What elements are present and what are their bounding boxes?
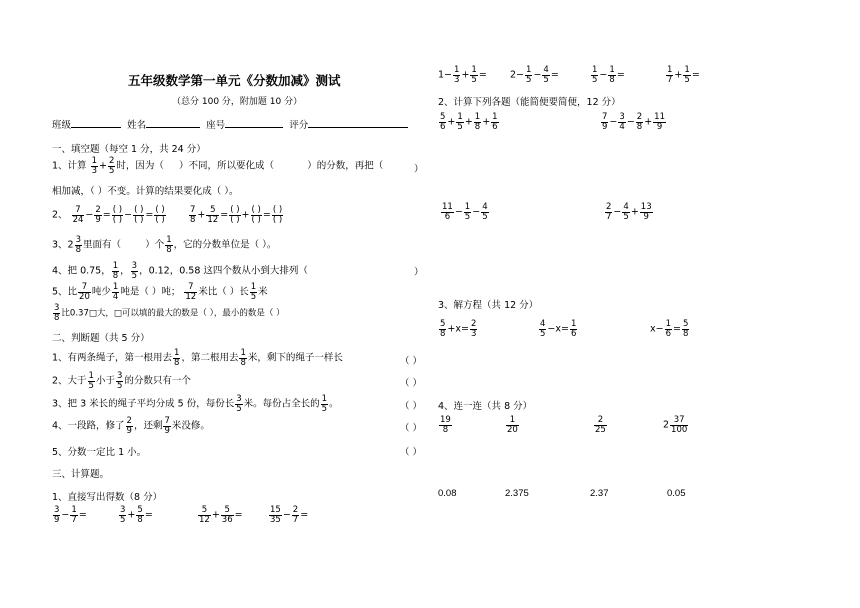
section1-heading: 一、填空题（每空 1 分，共 24 分） (52, 144, 206, 155)
judge-paren-4[interactable]: （ ） (400, 423, 423, 434)
connect-frac-3[interactable]: $\frac{2}{25}$ (595, 415, 606, 435)
fraction: $\frac{3}{8}$ (54, 303, 60, 323)
section2-heading: 二、判断题（共 5 分） (52, 333, 150, 344)
q6-line: $\frac{3}{8}$ 比0.37□大，□可以填的最大的数是（ ），最小的数是（ ） (54, 303, 285, 323)
field-score-blank[interactable] (308, 127, 408, 128)
fraction: $\frac{1}{3}$ (91, 156, 97, 176)
connect-frac-1[interactable]: $\frac{19}{8}$ (440, 415, 451, 435)
fraction: $\frac{3}{8}$ (75, 235, 82, 255)
judge-item-4: 4、一段路，修了 $\frac{2}{9}$ ，还剩 $\frac{7}{9}$ 米没修。 (52, 416, 210, 436)
direct-calc-8: $\frac{1}{7}$ + $\frac{1}{5}$ = (667, 65, 700, 85)
judge-item-2: 2、大于 $\frac{1}{5}$ 小于 $\frac{3}{5}$ 的分数只有一个 (52, 371, 191, 391)
q1-text-a: 1、计算 (52, 160, 87, 172)
judge-item-5: 5、分数一定比 1 小。 (52, 447, 147, 458)
field-score-label: 评分 (289, 120, 309, 131)
calc-expr-3: $\frac{11}{6}$ − $\frac{1}{5}$ − $\frac{4}{5}$ (442, 202, 488, 222)
plus-sign: + (99, 160, 107, 172)
fraction: $\frac{1}{5}$ (250, 282, 257, 302)
field-name-blank[interactable] (146, 127, 200, 128)
q3-line: 3、2 $\frac{3}{8}$ 里面有（ ）个 $\frac{1}{8}$ ，它的分数单位是（ ）。 (52, 235, 277, 255)
q3-label: 3、 (52, 239, 68, 251)
page-title: 五年级数学第一单元《分数加减》测试 (128, 73, 341, 88)
judge-paren-5[interactable]: （ ） (400, 447, 423, 458)
connect-frac-2[interactable]: $\frac{1}{20}$ (507, 415, 518, 435)
calc-sub3-heading: 3、解方程（共 12 分） (438, 300, 539, 311)
connect-decimal-4[interactable]: 0.05 (667, 488, 686, 499)
connect-frac-4[interactable]: 2 $\frac{37}{100}$ (663, 415, 688, 435)
q1-text-b: 时，因为（ (116, 160, 164, 172)
field-seat-blank[interactable] (225, 127, 283, 128)
judge-item-1: 1、有两条绳子，第一根用去 $\frac{1}{8}$ ，第二根用去 $\frac{1}{8}$ 米，剩下的绳子一样长 (52, 348, 343, 368)
direct-calc-1: $\frac{3}{9}$ − $\frac{1}{7}$ = (54, 505, 87, 525)
info-fields (52, 117, 408, 131)
fraction: $\frac{1}{8}$ (112, 261, 119, 281)
judge-item-3: 3、把 3 米长的绳子平均分成 5 份，每份长 $\frac{3}{5}$ 米。每份占全长的 $\frac{1}{5}$ 。 (52, 394, 339, 414)
q1-text-d: ）的分数，再把（ (307, 160, 384, 172)
q1-close-paren: ） (414, 164, 424, 175)
fraction: $\frac{7}{20}$ (79, 282, 90, 302)
fraction: $\frac{2}{5}$ (108, 156, 115, 176)
calc-sub2-heading: 2、计算下列各题（能简便要简便，12 分） (438, 97, 621, 108)
fraction: $\frac{7}{8}$ (190, 205, 196, 225)
q2-label: 2、 (52, 209, 68, 221)
q5-line: 5、比 $\frac{7}{20}$ 吨少 $\frac{1}{4}$ 吨是（ ）吨； $\frac{7}{12}$ 米比（ ）长 $\frac{1}{5}$ 米 (52, 282, 268, 302)
direct-calc-4: $\frac{15}{35}$ − $\frac{2}{7}$ = (270, 505, 309, 525)
equation-2: $\frac{4}{5}$ −x= $\frac{1}{6}$ (540, 319, 577, 339)
direct-calc-2: $\frac{3}{5}$ + $\frac{5}{8}$ = (120, 505, 153, 525)
calc-sub4-heading: 4、连一连（共 8 分） (438, 401, 533, 412)
fraction: $\frac{3}{5}$ (131, 261, 138, 281)
calc-sub1-heading: 1、直接写出得数（8 分） (52, 492, 163, 503)
fraction: $\frac{2}{9}$ (95, 205, 101, 225)
fraction: $\frac{1}{4}$ (112, 282, 119, 302)
field-class-blank[interactable] (71, 127, 121, 128)
blank-fraction[interactable]: $\frac{( )}{( )}$ (134, 205, 144, 225)
connect-decimal-2[interactable]: 2.375 (505, 488, 529, 499)
direct-calc-3: $\frac{5}{12}$ + $\frac{5}{36}$ = (199, 505, 243, 525)
equation-3: x− $\frac{1}{6}$ = $\frac{5}{8}$ (650, 319, 689, 339)
calc-expr-4: $\frac{2}{7}$ − $\frac{4}{5}$ + $\frac{13}{9}$ (606, 202, 652, 222)
q1-line1 (52, 157, 383, 175)
equation-1: $\frac{5}{8}$ +x= $\frac{2}{3}$ (440, 319, 477, 339)
q2-line: 2、 $\frac{7}{24}$ − $\frac{2}{9}$ = $\frac{( )}{( )}$ − $\frac{( )}{( )}$ = $\frac{( )}{( )}$ (52, 205, 165, 225)
blank-fraction[interactable]: $\frac{( )}{( )}$ (112, 205, 123, 225)
field-seat-label: 座号 (206, 120, 226, 131)
blank-fraction[interactable]: $\frac{( )}{( )}$ (230, 205, 240, 225)
field-name-label: 姓名 (127, 120, 147, 131)
blank-fraction[interactable]: $\frac{( )}{( )}$ (272, 205, 283, 225)
q4-close-paren: ） (414, 267, 424, 278)
judge-paren-3[interactable]: （ ） (400, 401, 423, 412)
q2-line-b: $\frac{7}{8}$ + $\frac{5}{12}$ = $\frac{( )}{( )}$ + $\frac{( )}{( )}$ = $\frac{( )}{( )}$ (190, 205, 283, 225)
fraction: $\frac{7}{12}$ (185, 282, 197, 302)
connect-decimal-1[interactable]: 0.08 (438, 488, 457, 499)
connect-decimal-3[interactable]: 2.37 (590, 488, 609, 499)
q1-text-c: ）不同，所以要化成（ (179, 160, 275, 172)
section3-heading: 三、计算题。 (52, 469, 110, 480)
fraction: $\frac{1}{8}$ (166, 235, 172, 255)
judge-paren-1[interactable]: （ ） (400, 356, 423, 367)
fraction: $\frac{5}{12}$ (207, 205, 219, 225)
judge-paren-2[interactable]: （ ） (400, 378, 423, 389)
blank-fraction[interactable]: $\frac{( )}{( )}$ (155, 205, 165, 225)
direct-calc-7: $\frac{1}{5}$ − $\frac{1}{8}$ = (592, 65, 625, 85)
fraction: $\frac{7}{24}$ (72, 205, 84, 225)
q1-line2: 相加减，（ ）不变。计算的结果要化成（ ）。 (52, 186, 239, 197)
calc-expr-1: $\frac{5}{6}$ + $\frac{1}{5}$ + $\frac{1}{8}$ + $\frac{1}{6}$ (440, 112, 498, 132)
direct-calc-5: 1− $\frac{1}{3}$ + $\frac{1}{5}$ = (438, 65, 487, 85)
blank-fraction[interactable]: $\frac{( )}{( )}$ (251, 205, 261, 225)
page-subtitle: （总分 100 分，附加题 10 分） (172, 97, 303, 107)
calc-expr-2: $\frac{7}{9}$ − $\frac{3}{4}$ − $\frac{2}{8}$ + $\frac{11}{9}$ (602, 112, 665, 132)
q4-line: 4、把 0.75， $\frac{1}{8}$ ， $\frac{3}{5}$ ，0.12，0.58 这四个数从小到大排列（ (52, 261, 308, 281)
direct-calc-6: 2− $\frac{1}{5}$ − $\frac{4}{5}$ = (510, 65, 559, 85)
field-class-label: 班级 (52, 120, 72, 131)
